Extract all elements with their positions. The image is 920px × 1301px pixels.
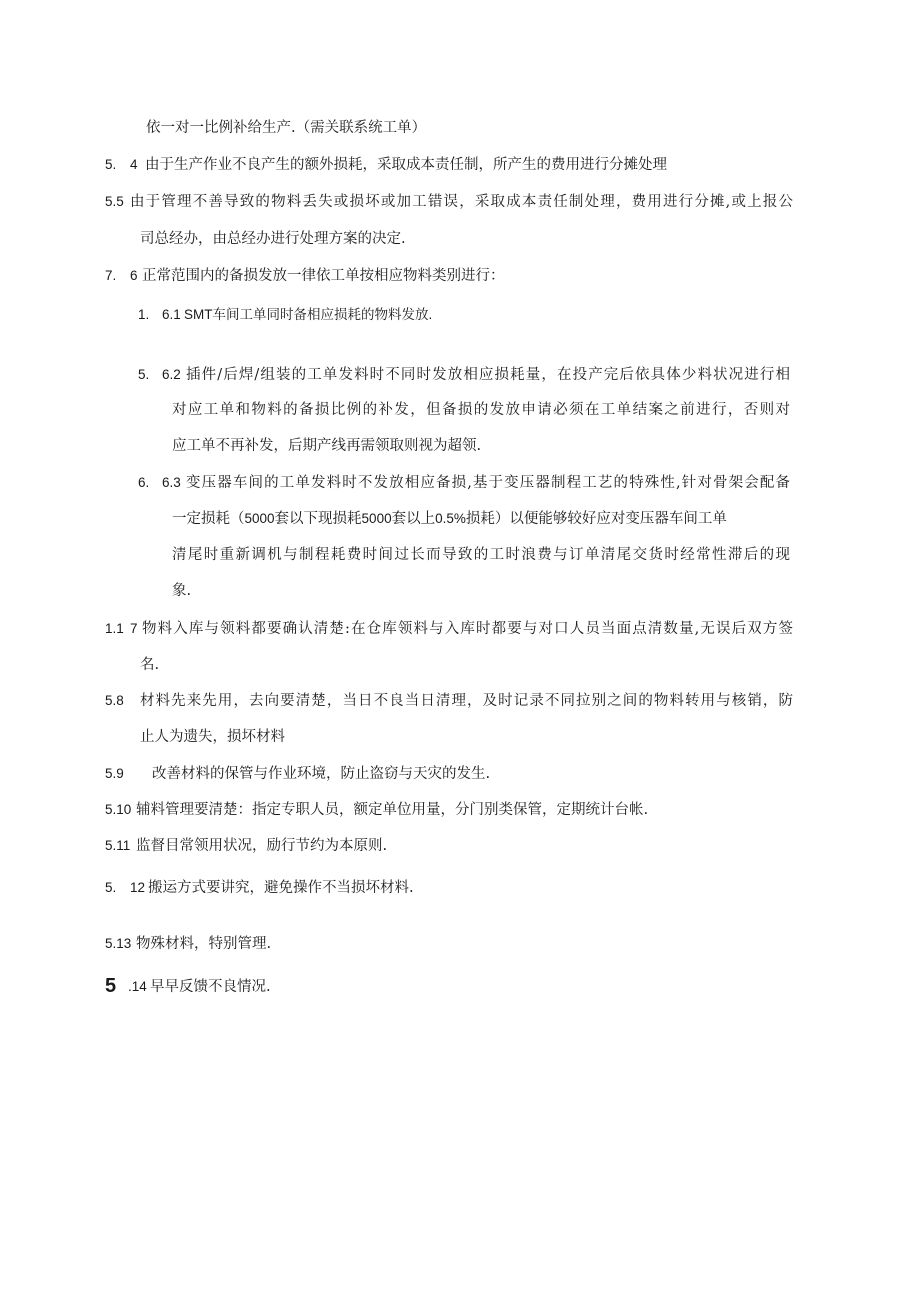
- line-2-part-f: 0.5%: [435, 511, 466, 526]
- item-5-8-line-2: 止人为遗失，损坏材料: [140, 729, 285, 745]
- item-5-10-number: 5.10: [105, 802, 132, 817]
- item-5-6-2-line-3: 应工单不再补发，后期产线再需领取则视为超领.: [172, 438, 482, 454]
- item-5-7-line-1: 物料入库与领料都要确认清楚:在仓库领料与入库时都要与对口人员当面点清数量,无误后双方签: [142, 621, 793, 637]
- item-5-6-text: 正常范围内的备损发放一律依工单按相应物料类别进行：: [142, 268, 505, 284]
- item-5-11-number: 5.11: [105, 838, 131, 853]
- item-5-12-text: 搬运方式要讲究，避免操作不当损坏材料.: [148, 880, 414, 896]
- item-5-13-text: 物殊材料，特别管理.: [136, 936, 272, 952]
- item-5-6-2-line-1: 插件/后焊/组装的工单发料时不同时发放相应损耗量，在投产完后依具体少料状况进行相: [186, 367, 790, 383]
- item-5-6-2-number: 5.: [138, 367, 150, 382]
- item-5-5-line-2: 司总经办，由总经办进行处理方案的决定.: [140, 231, 406, 247]
- item-5-6-3-line-2: [172, 509, 727, 529]
- item-5-8-number: 5.8: [105, 693, 124, 708]
- line-2-part-b: 5000: [244, 511, 275, 526]
- item-5-6-3-number-b: 6.3: [162, 475, 181, 490]
- item-5-6-3-number: 6.: [138, 475, 150, 490]
- item-5-12-number-b: 12: [130, 880, 146, 895]
- item-5-6-1-text: [184, 305, 432, 325]
- line-2-part-a: 一定损耗（: [172, 511, 245, 527]
- item-5-5-number: 5.5: [105, 194, 124, 209]
- item-5-7-number: 1.1: [105, 621, 124, 636]
- line-2-part-c: 套以下现损耗: [274, 511, 362, 527]
- item-5-6-3-line-4: 象.: [172, 583, 192, 599]
- item-5-4-number: 5.: [105, 157, 117, 172]
- item-5-5-line-1: 由于管理不善导致的物料丢失或损坏或加工错误，采取成本责任制处理，费用进行分摊,或上报公: [130, 194, 793, 210]
- item-5-10-text: 辅料管理要清楚：指定专职人员，额定单位用量，分门别类保管，定期统计台帐.: [136, 802, 649, 818]
- para-5-3-continuation: 依一对一比例补给生产.（需关联系统工单）: [146, 120, 427, 136]
- item-5-6-3-line-1: 变压器车间的工单发料时不发放相应备损,基于变压器制程工艺的特殊性,针对骨架会配备: [186, 475, 790, 491]
- item-5-12-number: 5.: [105, 880, 117, 895]
- line-2-part-d: 5000: [361, 511, 392, 526]
- item-5-11-text: 监督目常领用状况，励行节约为本原则.: [136, 838, 388, 854]
- item-5-7-number-b: 7: [130, 621, 138, 636]
- item-5-9-number: 5.9: [105, 766, 124, 781]
- item-5-6-1-number-b: 6.1: [162, 307, 181, 322]
- item-5-14-text: 早早反馈不良情况.: [150, 979, 271, 995]
- item-5-8-line-1: 材料先来先用，去向要清楚，当日不良当日清理，及时记录不同拉别之间的物料转用与核销，防: [140, 693, 793, 709]
- item-5-7-line-2: 名.: [140, 657, 160, 673]
- line-2-part-e: 套以上: [391, 511, 436, 527]
- item-5-6-number: 7.: [105, 268, 117, 283]
- item-5-14-number-b: .14: [128, 979, 147, 994]
- item-5-6-3-line-3: 清尾时重新调机与制程耗费时间过长而导致的工时浪费与订单清尾交货时经常性滞后的现: [172, 547, 790, 563]
- item-5-4-text: 由于生产作业不良产生的额外损耗，采取成本责任制，所产生的费用进行分摊处理: [145, 157, 667, 173]
- item-5-14-number: 5: [105, 975, 117, 997]
- item-5-13-number: 5.13: [105, 936, 132, 951]
- item-5-6-1-number: 1.: [138, 307, 150, 322]
- item-5-6-1-text-content: SMT车间工单同时备相应损耗的物料发放.: [184, 307, 433, 322]
- item-5-6-2-line-2: 对应工单和物料的备损比例的补发，但备损的发放申请必须在工单结案之前进行，否则对: [172, 402, 790, 418]
- item-5-4-number-b: 4: [130, 157, 138, 172]
- item-5-9-text: 改善材料的保管与作业环境，防止盗窃与天灾的发生.: [152, 766, 491, 782]
- line-2-part-g: 损耗）以便能够较好应对变压器车间工单: [465, 511, 727, 527]
- item-5-6-2-number-b: 6.2: [162, 367, 181, 382]
- item-5-6-number-b: 6: [130, 268, 138, 283]
